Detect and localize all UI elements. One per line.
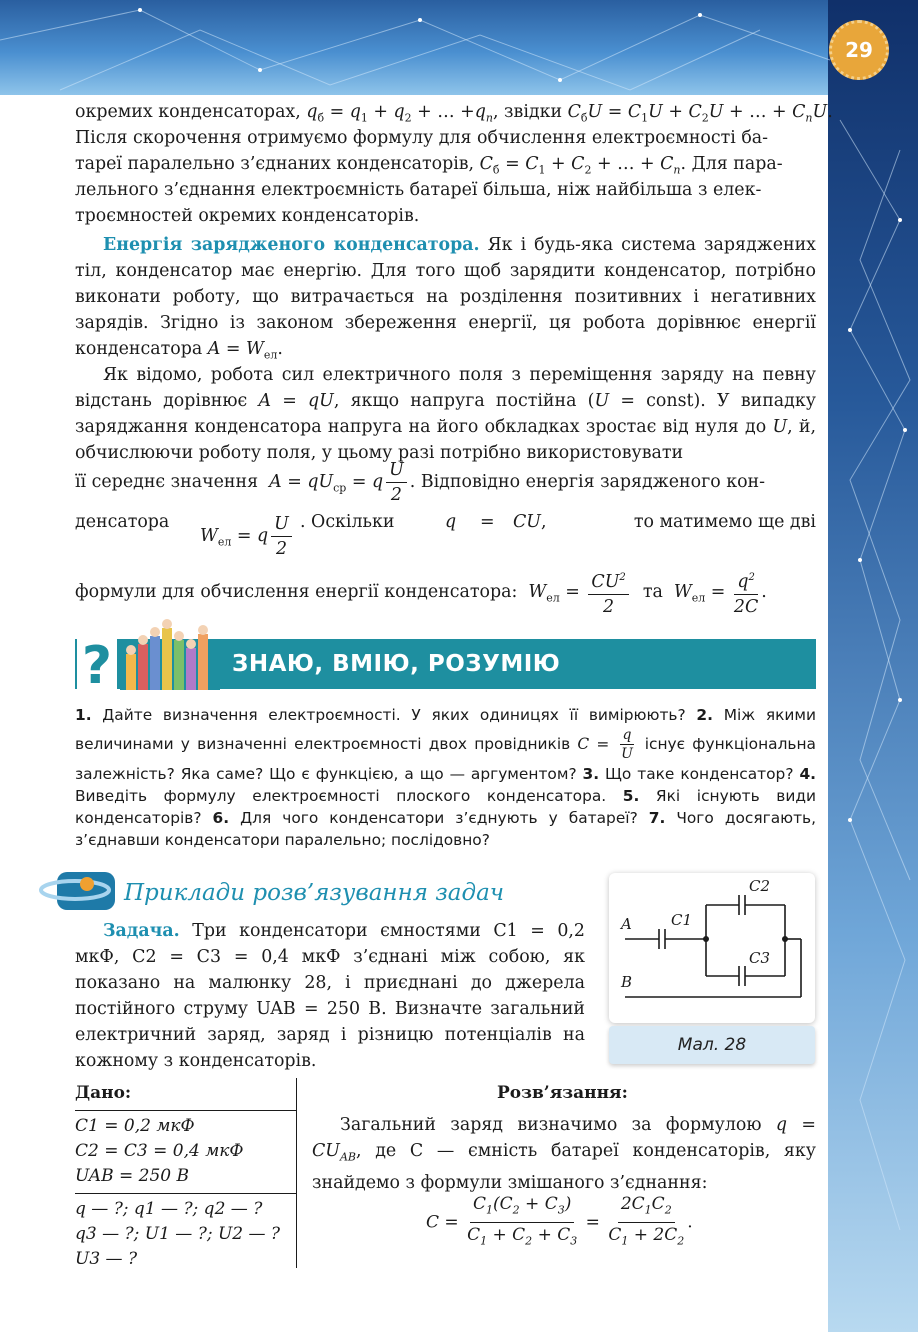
problem-label: Задача.: [103, 921, 180, 941]
mean-value-line: її середнє значення $A = qU_{ср} = q$ $\frac{U}{2}$ . Відповідно енергія зарядженого кон-: [75, 460, 766, 505]
label-c2: C2: [749, 877, 771, 895]
para1-line2: Після скорочення отримуємо формулу для обчислення електроємності ба-: [75, 128, 769, 148]
energy-paragraph: Енергія зарядженого конденсатора. Як і будь-яка система заряджених тіл, конденсатор має енергію. Для того щоб зарядити конденсатор, потрібно виконати роботу, що витрачається на розділення позитивних і негативних зарядів. Згідно із законом збереження енергії, ця робота дорівнює енергії конденсатора $A = W_{ел}$.: [75, 235, 816, 362]
para1-line3: тареї паралельно з’єднаних конденсаторів, $C_б = C_1 + C_2$ + … + $C_n$. Для пара-: [75, 154, 783, 177]
find-row: q3 — ?; U1 — ?; U2 — ?: [75, 1224, 281, 1244]
given-bottom-line: [75, 1193, 296, 1194]
section-title: ЗНАЮ, ВМІЮ, РОЗУМІЮ: [232, 651, 561, 677]
questions-block: 1. Дайте визначення електроємності. У яких одиницях її вимірюють? 2. Між якими величинами у визначенні електроємності двох провідників C = $\frac{q}{U}$ існує функціональна залежність? Яка саме? Що є функцією, а що — аргументом? 3. Що таке конденсатор? 4. Виведіть формулу електроємності плоского конденсатора. 5. Які існують види конденсаторів? 6. Для чого конденсатори з’єднують у батареї? 7. Чого досягають, з’єднавши конденсатори паралельно; послідовно?: [75, 706, 817, 849]
examples-icon: [35, 868, 115, 912]
table-divider: [296, 1078, 297, 1268]
label-b: B: [621, 973, 633, 991]
mixed-connection-formula: C = $\frac{C_1(C_2 + C_3)}{C_1 + C_2 + C_3}$ = $\frac{2C_1C_2}{C_1 + 2C_2}$ .: [426, 1194, 693, 1248]
solution-text: Загальний заряд визначимо за формулою $q = CU_{AB}$, де C — ємність батареї конденсаторів, яку знайдемо з формули змішаного з’єднання:: [312, 1115, 816, 1194]
energy-heading: Енергія зарядженого конденсатора.: [103, 235, 480, 255]
para1-line1: окремих конденсаторах, $q_б = q_1 + q_2$ + … $+q_n$, звідки $C_бU = C_1U + C_2U$ + … + $C_nU$: [75, 102, 828, 125]
find-list: [75, 1197, 280, 1272]
given-row: C1 = 0,2 мкФ: [75, 1116, 195, 1136]
given-row: C2 = C3 = 0,4 мкФ: [75, 1141, 244, 1161]
two-formulas-line: формули для обчислення енергії конденсатора: $W_{ел}$ = $\frac{CU^2}{2}$ та $W_{ел}$ = $\frac{q^2}{2C}$ .: [75, 566, 816, 619]
energy-formula-line: денсатора $W_{ел} = q$ $\frac{U}{2}$ . Оскільки q = CU, то матимемо ще дві: [75, 512, 816, 559]
para1-line5: троємностей окремих конденсаторів.: [75, 206, 420, 226]
given-row: UAB = 250 В: [75, 1166, 189, 1186]
find-row: U3 — ?: [75, 1249, 138, 1269]
work-paragraph: Як відомо, робота сил електричного поля з переміщення заряду на певну відстань дорівнює A = qU, якщо напруга постійна (U = const). У випадку заряджання конденсатора напруга на його обкладках зростає від нуля до U, й, обчислюючи роботу поля, у цьому разі потрібно використовувати: [75, 365, 816, 463]
label-c3: C3: [749, 949, 771, 967]
label-a: A: [621, 915, 632, 933]
solution-title: Розв’язання:: [497, 1083, 628, 1103]
question-mark-icon: ?: [77, 636, 117, 690]
given-top-line: [75, 1110, 296, 1111]
given-list: [75, 1114, 244, 1189]
circuit-diagram: [609, 873, 815, 1023]
page-number-badge: 29: [829, 20, 889, 80]
problem-text: Задача. Три конденсатори ємностями C1 = 0,2 мкФ, C2 = C3 = 0,4 мкФ з’єднані між собою, як показано на малюнку 28, і приєднані до джерела постійного струму UAB = 250 В. Визначте загальний електричний заряд, заряд і різницю потенціалів на кожному з конденсаторів.: [75, 921, 585, 1071]
raised-hands-icon: [120, 614, 220, 690]
examples-title: Приклади розв’язування задач: [124, 880, 505, 906]
find-row: q — ?; q1 — ?; q2 — ?: [75, 1199, 263, 1219]
circuit-figure: [609, 873, 815, 1023]
figure-caption: Мал. 28: [609, 1026, 815, 1064]
para1-line4: лельного з’єднання електроємність батареї більша, ніж найбільша з елек-: [75, 180, 762, 200]
given-title: Дано:: [75, 1083, 132, 1103]
label-c1: C1: [671, 911, 693, 929]
